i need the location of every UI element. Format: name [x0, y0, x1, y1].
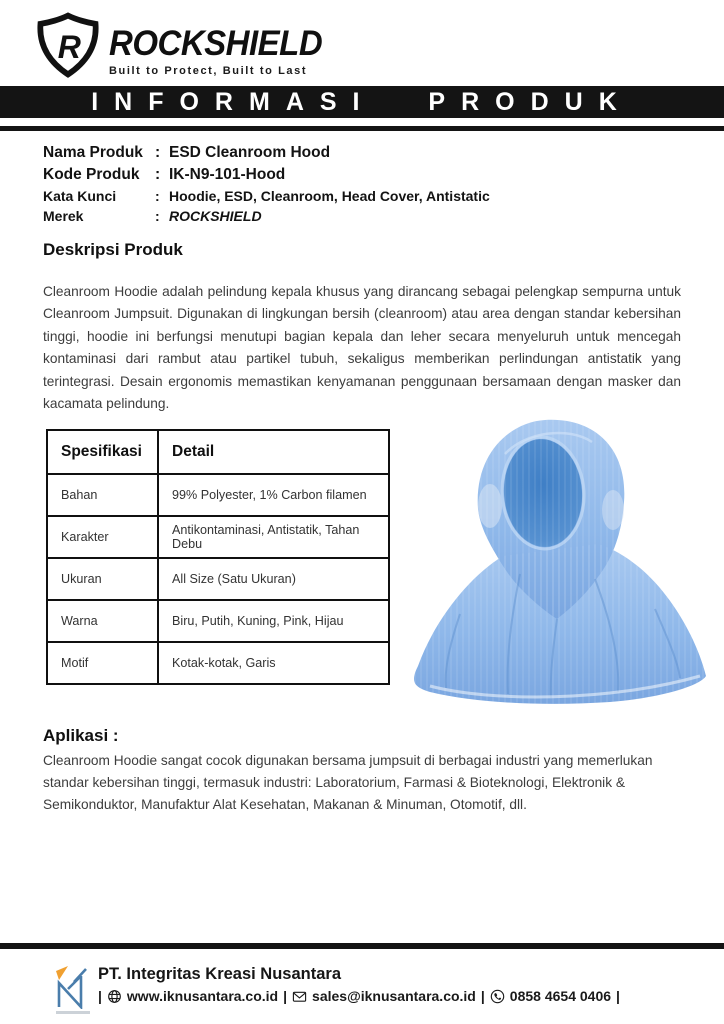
- company-email: sales@iknusantara.co.id: [312, 988, 476, 1004]
- company-website: www.iknusantara.co.id: [126, 988, 279, 1004]
- table-row: [47, 642, 389, 684]
- svg-text:R: R: [57, 28, 81, 65]
- spec-cell-label: Warna: [47, 600, 158, 642]
- header-divider: [0, 126, 724, 131]
- product-photo-cleanroom-hood: [400, 414, 722, 706]
- brand-logo-block: [36, 12, 322, 78]
- info-row-kode-produk: [43, 164, 663, 186]
- pipe-separator: |: [283, 988, 288, 1004]
- spec-cell-label: Bahan: [47, 474, 158, 516]
- spec-table-header-row: [47, 430, 389, 474]
- company-name: PT. Integritas Kreasi Nusantara: [98, 965, 342, 983]
- pipe-separator: |: [98, 988, 102, 1004]
- spec-header-detail: Detail: [158, 430, 389, 474]
- info-colon: :: [155, 188, 160, 204]
- info-row-merek: [43, 207, 663, 227]
- product-info-block: [43, 142, 663, 226]
- rockshield-shield-icon: [36, 12, 100, 78]
- company-phone: 0858 4654 0406: [509, 988, 612, 1004]
- footer-text-block: [98, 965, 620, 1004]
- spec-cell-label: Motif: [47, 642, 158, 684]
- info-colon: :: [155, 144, 161, 161]
- info-label: Nama Produk: [43, 144, 143, 161]
- info-label: Kata Kunci: [43, 188, 117, 204]
- brand-text-block: [109, 12, 322, 77]
- table-row: [47, 600, 389, 642]
- info-colon: :: [155, 207, 160, 224]
- spec-cell-label: Ukuran: [47, 558, 158, 600]
- info-value: Hoodie, ESD, Cleanroom, Head Cover, Antistatic: [169, 188, 490, 204]
- spec-cell-value: All Size (Satu Ukuran): [158, 558, 389, 600]
- spec-cell-value: Antikontaminasi, Antistatik, Tahan Debu: [158, 516, 389, 558]
- brand-name: ROCKSHIELD: [109, 22, 323, 63]
- company-logo-wordmark: [56, 1011, 90, 1014]
- description-heading: Deskripsi Produk: [43, 240, 183, 259]
- spec-table: [46, 429, 390, 685]
- spec-cell-value: 99% Polyester, 1% Carbon filamen: [158, 474, 389, 516]
- application-body: Cleanroom Hoodie sangat cocok digunakan bersama jumpsuit di berbagai industri yang memerlukan standar kebersihan tinggi, termasuk industri: Laboratorium, Farmasi & Bioteknologi, Elektronik & Semikonduktor, Manufaktur Alat Kesehatan, Makanan & Minuman, Otomotif, dll.: [43, 753, 653, 812]
- info-colon: :: [155, 165, 161, 183]
- info-row-nama-produk: [43, 142, 663, 164]
- footer-contacts: [98, 988, 620, 1004]
- table-row: [47, 474, 389, 516]
- description-body: Cleanroom Hoodie adalah pelindung kepala khusus yang dirancang sebagai pelengkap sempurna untuk Cleanroom Jumpsuit. Digunakan di lingkungan bersih (cleanroom) atau area dengan standar kebersihan tinggi, hoodie ini berfungsi menutupi bagian kepala dan leher secara menyeluruh untuk mencegah kontaminasi dari rambut atau partikel tubuh, sekaligus memberikan perlindungan antistatik yang terintegrasi. Desain ergonomis memastikan kenyamanan penggunaan bersamaan dengan masker dan kacamata pelindung.: [43, 284, 681, 412]
- spec-header-spesifikasi: Spesifikasi: [47, 430, 158, 474]
- table-row: [47, 516, 389, 558]
- info-value: IK-N9-101-Hood: [169, 165, 286, 183]
- spec-cell-value: Kotak-kotak, Garis: [158, 642, 389, 684]
- pipe-separator: |: [616, 988, 620, 1004]
- company-kn-logo-icon: [53, 963, 93, 1009]
- globe-icon: [107, 989, 122, 1004]
- brand-tagline: Built to Protect, Built to Last: [109, 65, 308, 77]
- info-label: Merek: [43, 207, 84, 224]
- banner-informasi-produk: INFORMASI PRODUK: [0, 86, 724, 118]
- spec-cell-value: Biru, Putih, Kuning, Pink, Hijau: [158, 600, 389, 642]
- email-icon: [292, 989, 307, 1004]
- footer-divider: [0, 943, 724, 949]
- info-value: ESD Cleanroom Hood: [169, 144, 331, 161]
- info-value: ROCKSHIELD: [169, 207, 262, 224]
- spec-cell-label: Karakter: [47, 516, 158, 558]
- phone-icon: [490, 989, 505, 1004]
- info-row-kata-kunci: [43, 187, 663, 207]
- table-row: [47, 558, 389, 600]
- pipe-separator: |: [480, 988, 485, 1004]
- application-heading: Aplikasi :: [43, 726, 119, 745]
- info-label: Kode Produk: [43, 165, 140, 183]
